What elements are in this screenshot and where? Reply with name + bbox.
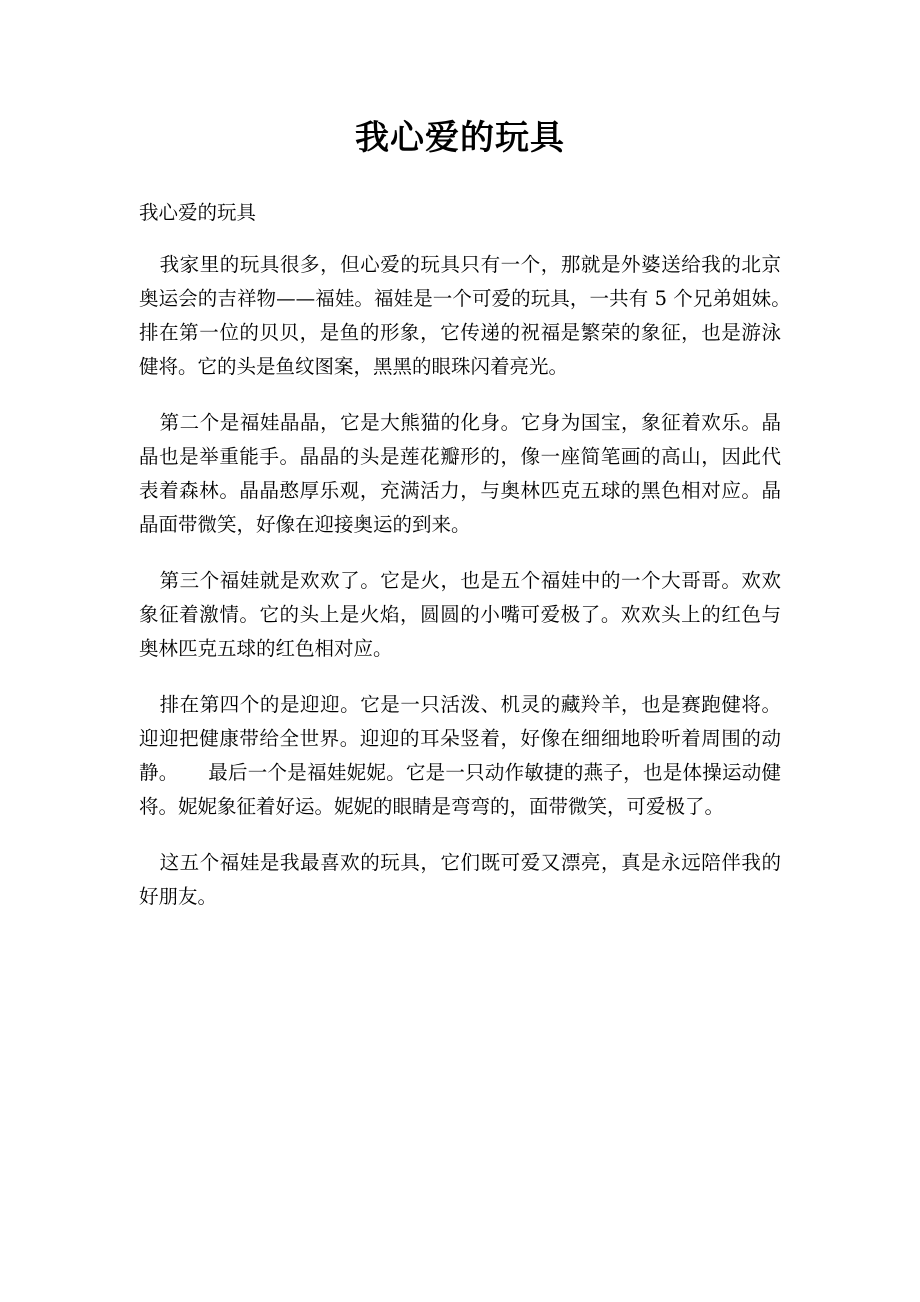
- document-body: [139, 196, 821, 936]
- paragraph-1-text: 我家里的玩具很多，但心爱的玩具只有一个，那就是外婆送给我的北京奥运会的吉祥物——福娃。福娃是一个可爱的玩具，一共有 5 个兄弟姐妹。 排在第一位的贝贝，是鱼的形象，它传递的祝福是繁荣的象征，也是游泳健将。它的头是鱼纹图案，黑黑的眼珠闪着亮光。: [139, 253, 821, 378]
- paragraph-2-text: 第二个是福娃晶晶，它是大熊猫的化身。它身为国宝，象征着欢乐。晶晶也是举重能手。晶晶的头是莲花瓣形的，像一座简笔画的高山，因此代表着森林。晶晶憨厚乐观，充满活力，与奥林匹克五球的黑色相对应。晶晶面带微笑，好像在迎接奥运的到来。: [139, 411, 781, 536]
- paragraph-5-text: 这五个福娃是我最喜欢的玩具，它们既可爱又漂亮，真是永远陪伴我的好朋友。: [139, 851, 781, 908]
- paragraph-2: [139, 406, 781, 542]
- paragraph-3-text: 第三个福娃就是欢欢了。它是火，也是五个福娃中的一个大哥哥。欢欢象征着激情。它的头上是火焰，圆圆的小嘴可爱极了。欢欢头上的红色与奥林匹克五球的红色相对应。: [139, 569, 781, 660]
- paragraph-3: [139, 564, 781, 666]
- paragraph-4-text: 排在第四个的是迎迎。它是一只活泼、机灵的藏羚羊，也是赛跑健将。迎迎把健康带给全世界。迎迎的耳朵竖着，好像在细细地聆听着周围的动静。 最后一个是福娃妮妮。它是一只动作敏捷的燕子，也是体操运动健将。妮妮象征着好运。妮妮的眼睛是弯弯的，面带微笑，可爱极了。: [139, 693, 781, 818]
- document-title: 我心爱的玩具: [355, 118, 565, 158]
- paragraph-1: [139, 248, 821, 384]
- paragraph-4: [139, 688, 781, 824]
- document-subtitle: 我心爱的玩具: [139, 201, 257, 224]
- paragraph-5: [139, 846, 781, 914]
